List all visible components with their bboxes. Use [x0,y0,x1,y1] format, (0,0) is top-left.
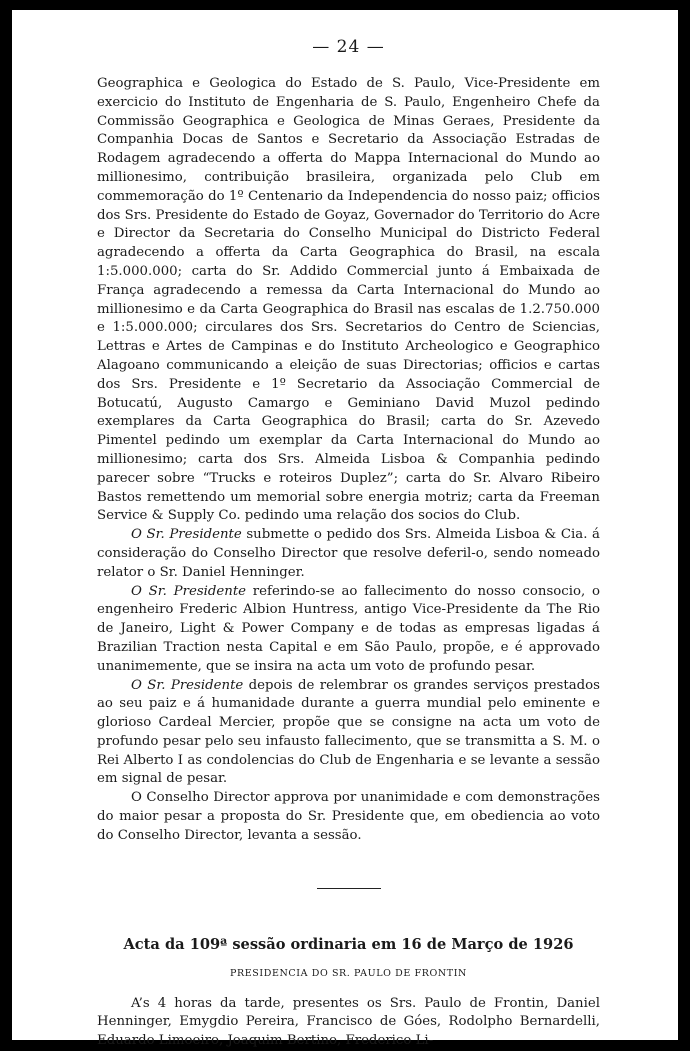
section-divider [317,888,381,889]
paragraph-correspondence: Geographica e Geologica do Estado de S. Paulo, Vice-Presidente em exercicio do Instituto de Engenharia de S. Paulo, Engenheiro Chefe da Commissão Geographica e Geologica de Minas Geraes, Presidente da Companhia Docas de Santos e Secretario da Associação Estradas de Rodagem agradecendo a offerta do Mappa Internacional do Mundo ao millionesimo, contribuição brasileira, organizada pelo Club em commemoração do 1º Centenario da Independencia do nosso paiz; officios dos Srs. Presidente do Estado de Goyaz, Governador do Territorio do Acre e Director da Secretaria do Conselho Municipal do Districto Federal agradecendo a offerta da Carta Geographica do Brasil, na escala 1:5.000.000; carta do Sr. Addido Commercial junto á Embaixada de França agradecendo a remessa da Carta Internacional do Mundo ao millionesimo e da Carta Geographica do Brasil nas escalas de 1.2.750.000 e 1:5.000.000; circulares dos Srs. Secretarios do Centro de Sciencias, Lettras e Artes de Campinas e do Instituto Archeologico e Geographico Alagoano communicando a eleição de suas Directorias; officios e cartas dos Srs. Presidente e 1º Secretario da Associação Commercial de Botucatú, Augusto Camargo e Geminiano David Muzol pedindo exemplares da Carta Geographica do Brasil; carta do Sr. Azevedo Pimentel pedindo um exemplar da Carta Internacional do Mundo ao millionesimo; carta dos Srs. Almeida Lisboa & Companhia pedindo parecer sobre “Trucks e roteiros Duplez”; carta do Sr. Alvaro Ribeiro Bastos remettendo um memorial sobre energia motriz; carta da Freeman Service & Supply Co. pedindo uma relação dos socios do Club. [97,76,600,524]
speaker-title: O Sr. Presidente [131,527,242,543]
paragraph-opening: A’s 4 horas da tarde, presentes os Srs. Paulo de Frontin, Daniel Henninger, Emygdio Pereira, Francisco de Góes, Rodolpho Bernardelli, Eduardo Limoeiro, Joaquim Bertino, Frederico Li- [97,995,600,1049]
paragraph-council-approval: O Conselho Director approva por unanimidade e com demonstrações do maior pesar a proposta do Sr. Presidente que, em obediencia ao voto do Conselho Director, levanta a sessão. [97,790,600,843]
page-number: — 24 — [312,37,385,57]
document-page [12,10,678,1049]
paragraph-lisboa-request [97,526,600,582]
speaker-title: O Sr. Presidente [131,583,247,599]
paragraph-text: referindo-se ao fallecimento do nosso consocio, o engenheiro Frederic Albion Huntress, antigo Vice-Presidente da The Rio de Janeiro, Light & Power Company e de todas as empresas ligadas á Brazilian Traction nesta Capital e em São Paulo, propõe, e é approvado unanimemente, que se insira na acta um voto de profundo pesar. [97,583,600,674]
speaker-title: O Sr. Presidente [131,677,244,693]
page-content [97,36,600,1051]
paragraph-huntress-condolence [97,583,600,677]
section-heading: Acta da 109ª sessão ordinaria em 16 de Março de 1926 [123,935,574,953]
paragraph-text: submette o pedido dos Srs. Almeida Lisboa & Cia. á consideração do Conselho Director que resolve deferil-o, sendo nomeado relator o Sr. Daniel Henninger. [97,527,600,580]
paragraph-mercier-condolence [97,677,600,790]
paragraph-text: depois de relembrar os grandes serviços prestados ao seu paiz e á humanidade durante a guerra mundial pelo eminente e glorioso Cardeal Mercier, propõe que se consigne na acta um voto de profundo pesar pelo seu infausto fallecimento, que se transmitta a S. M. o Rei Alberto I as condolencias do Club de Engenharia e se levante a sessão em signal de pesar. [97,677,600,787]
section-subheading: PRESIDENCIA DO SR. PAULO DE FRONTIN [230,967,467,979]
